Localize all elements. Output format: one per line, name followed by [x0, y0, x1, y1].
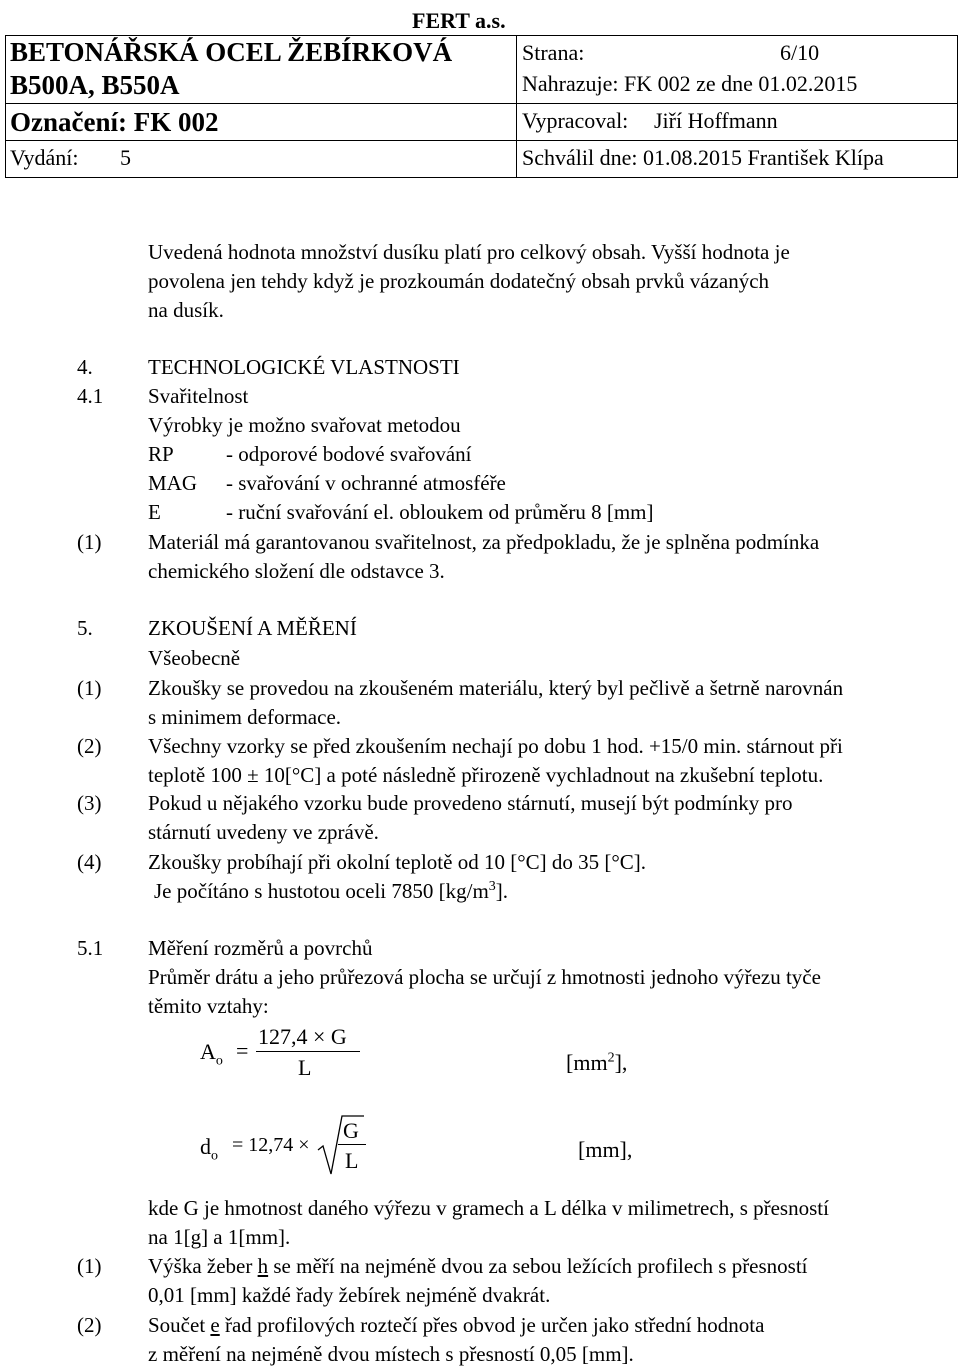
company-name: FERT a.s.: [412, 8, 506, 33]
formula-equals: =: [236, 1038, 249, 1063]
section-title: ZKOUŠENÍ A MĚŘENÍ: [148, 616, 357, 640]
unit-exponent: 2: [607, 1050, 615, 1066]
paragraph-line: Materiál má garantovanou svařitelnost, za předpokladu, že je splněna podmínka: [148, 530, 820, 554]
item-number: (1): [77, 676, 102, 700]
paragraph-line: na 1[g] a 1[mm].: [148, 1225, 291, 1249]
subsection-title: Svařitelnost: [148, 384, 249, 408]
section-number: 5.1: [77, 936, 104, 960]
paragraph-line: s minimem deformace.: [148, 705, 342, 729]
document-title: BETONÁŘSKÁ OCEL ŽEBÍRKOVÁ: [10, 37, 453, 67]
formula-lhs: A: [200, 1039, 216, 1064]
method-code: RP: [148, 442, 174, 466]
paragraph-line: kde G je hmotnost daného výřezu v gramech a L délka v milimetrech, s přesností: [148, 1196, 829, 1220]
paragraph-line: Všechny vzorky se před zkoušením nechají po dobu 1 hod. +15/0 min. stárnout při: [148, 734, 843, 758]
paragraph-line: 0,01 [mm] každé řady žebírek nejméně dvakrát.: [148, 1283, 551, 1307]
item-number: (1): [77, 530, 102, 554]
method-description: - svařování v ochranné atmosféře: [226, 471, 506, 495]
paragraph-line: Pokud u nějakého vzorku bude provedeno stárnutí, musejí být podmínky pro: [148, 791, 793, 815]
item-number: (3): [77, 791, 102, 815]
method-description: - odporové bodové svařování: [226, 442, 472, 466]
paragraph-line: Průměr drátu a jeho průřezová plocha se určují z hmotnosti jednoho výřezu tyče: [148, 965, 821, 989]
formula-area: [200, 1039, 223, 1069]
formula-unit: [mm],: [578, 1137, 633, 1162]
document-designation: Označení: FK 002: [10, 107, 219, 137]
paragraph-line: Zkoušky se provedou na zkoušeném materiálu, který byl pečlivě a šetrně narovnán: [148, 676, 844, 700]
underlined-symbol: h: [257, 1254, 269, 1278]
prepared-label: Vypracoval:: [522, 108, 629, 133]
density-unit-end: ].: [495, 879, 509, 903]
density-line: [154, 879, 508, 903]
section-number: 4.: [77, 355, 93, 379]
fraction-bar: [256, 1051, 360, 1052]
paragraph-line: stárnutí uvedeny ve zprávě.: [148, 820, 379, 844]
fraction-bar: [338, 1144, 366, 1145]
underlined-symbol: e: [210, 1313, 220, 1337]
subsection-title: Měření rozměrů a povrchů: [148, 936, 373, 960]
intro-line: Uvedená hodnota množství dusíku platí pro celkový obsah. Vyšší hodnota je: [148, 240, 790, 264]
formula-lhs-group: [200, 1134, 218, 1164]
paragraph-line: chemického složení dle odstavce 3.: [148, 559, 445, 583]
header-row-divider: [5, 103, 958, 104]
section-number: 4.1: [77, 384, 104, 408]
method-description: - ruční svařování el. obloukem od průměru 8 [mm]: [226, 500, 654, 524]
item-number: (2): [77, 734, 102, 758]
formula-unit: [566, 1050, 627, 1076]
paragraph-line: [148, 1313, 764, 1337]
formula-numerator: G: [343, 1118, 359, 1143]
formula-denominator: L: [345, 1148, 359, 1173]
density-text: Je počítáno s hustotou oceli 7850 [kg/m: [154, 879, 489, 903]
formula-denominator: L: [298, 1055, 312, 1080]
paragraph-line: z měření na nejméně dvou místech s přesností 0,05 [mm].: [148, 1342, 634, 1366]
prepared-by: Jiří Hoffmann: [654, 108, 778, 133]
replaces-line: Nahrazuje: FK 002 ze dne 01.02.2015: [522, 71, 858, 96]
item-number: (2): [77, 1313, 102, 1337]
paragraph-line: Zkoušky probíhají při okolní teplotě od 10 [°C] do 35 [°C].: [148, 850, 646, 874]
method-code: E: [148, 500, 161, 524]
text-part: řad profilových roztečí přes obvod je určen jako střední hodnota: [219, 1313, 765, 1337]
unit-end: ],: [614, 1050, 628, 1075]
intro-line: na dusík.: [148, 298, 224, 322]
text-part: Součet: [148, 1313, 211, 1337]
formula-rhs: = 12,74 ×: [232, 1134, 310, 1156]
header-row-divider: [5, 140, 958, 141]
formula-subscript: o: [215, 1053, 223, 1069]
paragraph-line: Výrobky je možno svařovat metodou: [148, 413, 461, 437]
document-subtitle: B500A, B550A: [10, 70, 180, 100]
exponent: 3: [488, 879, 496, 894]
paragraph-line: [148, 1254, 808, 1278]
formula-subscript: o: [211, 1148, 218, 1164]
approved-line: Schválil dne: 01.08.2015 František Klípa: [522, 145, 884, 170]
method-code: MAG: [148, 471, 198, 495]
page-label: Strana:: [522, 40, 585, 65]
formula-lhs: d: [200, 1134, 211, 1159]
paragraph-line: teplotě 100 ± 10[°C] a poté následně přirozeně vychladnout na zkušební teplotu.: [148, 763, 824, 787]
formula-numerator: 127,4 × G: [258, 1024, 347, 1049]
unit-text: [mm: [566, 1050, 608, 1075]
item-number: (1): [77, 1254, 102, 1278]
paragraph-line: těmito vztahy:: [148, 994, 269, 1018]
intro-line: povolena jen tehdy když je prozkoumán dodatečný obsah prvků vázaných: [148, 269, 770, 293]
text-part: se měří na nejméně dvou za sebou ležících profilech s přesností: [268, 1254, 808, 1278]
page-number: 6/10: [780, 40, 820, 65]
header-divider: [516, 35, 517, 178]
section-title: TECHNOLOGICKÉ VLASTNOSTI: [148, 355, 460, 379]
issue-value: 5: [120, 145, 131, 170]
subsection-title: Všeobecně: [148, 646, 241, 670]
section-number: 5.: [77, 616, 93, 640]
issue-label: Vydání:: [10, 145, 79, 170]
item-number: (4): [77, 850, 102, 874]
text-part: Výška žeber: [148, 1254, 258, 1278]
